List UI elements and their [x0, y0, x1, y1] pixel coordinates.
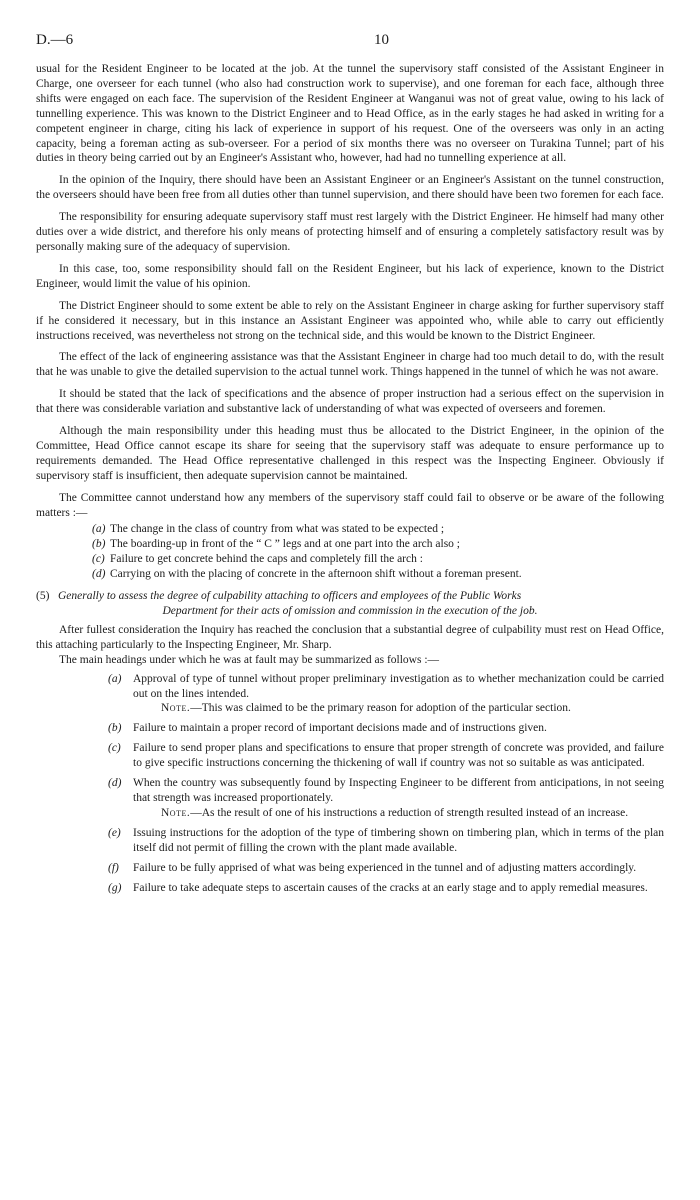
paragraph: In this case, too, some responsibility should fall on the Resident Engineer, but his lack of experience, known to the District Engineer, would limit the value of his opinion.: [36, 262, 664, 290]
list-item: [36, 741, 664, 771]
list-item-text: Failure to maintain a proper record of important decisions made and of instructions given.: [133, 722, 547, 735]
list-item: [36, 537, 664, 552]
paragraph: The Committee cannot understand how any members of the supervisory staff could fail to observe or be aware of the following matters :—: [36, 491, 664, 519]
paragraph: The main headings under which he was at fault may be summarized as follows :—: [59, 653, 440, 666]
list-item: [36, 552, 664, 567]
paragraph: It should be stated that the lack of specifications and the absence of proper instruction had a serious effect on the supervision in that there was considerable variation and substantive lack of understanding of what was expected of overseers and foremen.: [36, 388, 664, 416]
list-item: [36, 881, 664, 896]
list-item: [36, 861, 664, 876]
list-item-text: Failure to send proper plans and specifications to ensure that proper strength of concrete was provided, and failure to give specific instructions concerning the thickening of wall if country was not so suitable as was anticipated.: [133, 742, 664, 770]
section-number: (5): [36, 590, 50, 603]
paragraph: The responsibility for ensuring adequate supervisory staff must rest largely with the District Engineer. He himself had many other duties over a wide district, and therefore his only means of protecting himself and of ensuring a completely satisfactory result was by personally making sure of the adequacy of supervision.: [36, 211, 664, 253]
list-item-label: (a): [108, 672, 122, 685]
note-label: Note.: [161, 702, 191, 715]
faults-list: [36, 672, 664, 896]
list-item-label: (b): [92, 538, 106, 551]
paragraph-continued: usual for the Resident Engineer to be located at the job. At the tunnel the supervisory staff consisted of the Assistant Engineer in Charge, one overseer for each tunnel (who also had construction work to supervise), and one foreman for each face, although three shifts were engaged on each face. The supervision of the Resident Engineer at Wanganui was not of great value, owing to his lack of tunnelling experience. This was known to the District Engineer and to Head Office, as in the early stages he had asked in writing for a competent engineer in charge, citing his lack of experience in support of his request. One of the overseers was only in an acting capacity, being a foreman acting as sub-overseer. For a period of six months there was no overseer on Turakina Tunnel; part of his duties in theory being carried out by an Engineer's Assistant who, however, had had no tunnelling experience at all.: [36, 63, 664, 165]
list-item: [36, 672, 664, 717]
list-item-label: (a): [92, 523, 106, 536]
list-item-text: The boarding-up in front of the “ C ” legs and at one part into the arch also ;: [110, 538, 461, 551]
matters-list: [36, 522, 664, 582]
page-header: [36, 32, 664, 52]
list-item-text: Approval of type of tunnel without proper preliminary investigation as to whether mechanization could be carried out on the lines intended.: [133, 672, 664, 700]
list-item-label: (f): [108, 861, 119, 874]
note-text: —This was claimed to be the primary reason for adoption of the particular section.: [190, 702, 571, 715]
list-item-label: (e): [108, 826, 121, 839]
list-item-text: Failure to be fully apprised of what was being experienced in the tunnel and of adjusting matters accordingly.: [133, 861, 637, 874]
list-item: [36, 567, 664, 582]
paragraph: Although the main responsibility under this heading must thus be allocated to the District Engineer, in the opinion of the Committee, Head Office cannot escape its share for seeing that the supervisory staff was adequate to ensure performance up to requirements demanded. The Head Office representative challenged in this respect was the Inspecting Engineer. Obviously if supervisory staff is insufficient, then adequate supervision cannot be maintained.: [36, 425, 664, 482]
list-item-text: Failure to get concrete behind the caps and completely fill the arch :: [110, 553, 423, 566]
paragraph: The District Engineer should to some extent be able to rely on the Assistant Engineer in charge asking for further supervisory staff if he considered it necessary, but in this instance an Assistant Engineer was appointed who, while able to carry out efficiently instructions received, was nevertheless not strong on the technical side, and this would be known to the District Engineer.: [36, 299, 664, 342]
list-item: [36, 721, 664, 736]
note: [133, 806, 664, 821]
note-label: Note.: [161, 806, 191, 819]
list-item-label: (c): [108, 742, 121, 755]
list-item: [36, 826, 664, 856]
list-item-label: (g): [108, 881, 122, 894]
list-item-label: (d): [92, 568, 106, 581]
document-body: [36, 62, 664, 900]
section-heading: [36, 589, 664, 619]
list-item: [36, 776, 664, 821]
list-item-text: Carrying on with the placing of concrete in the afternoon shift without a foreman present.: [110, 568, 522, 581]
list-item-text: When the country was subsequently found by Inspecting Engineer to be different from anticipations, in not seeing that strength was increased proportionately.: [133, 777, 664, 804]
paragraph: After fullest consideration the Inquiry has reached the conclusion that a substantial degree of culpability must rest on Head Office, this attaching particularly to the Inspecting Engineer, Mr. Sharp.: [36, 623, 664, 651]
list-item: [36, 522, 664, 537]
list-item-text: Failure to take adequate steps to ascertain causes of the cracks at an early stage and to apply remedial measures.: [133, 881, 648, 894]
document-reference: D.—6: [36, 32, 74, 48]
note-text: —As the result of one of his instructions a reduction of strength resulted instead of an increase.: [190, 806, 629, 819]
section-title-line1: Generally to assess the degree of culpability attaching to officers and employees of the Public Works: [58, 590, 522, 603]
list-item-label: (d): [108, 777, 122, 790]
section-title-line2: Department for their acts of omission and commission in the execution of the job.: [162, 605, 538, 617]
list-item-label: (b): [108, 722, 122, 735]
note: [133, 701, 664, 716]
page-number: 10: [374, 32, 389, 48]
list-item-label: (c): [92, 553, 105, 566]
list-item-text: The change in the class of country from what was stated to be expected ;: [110, 523, 445, 536]
list-item-text: Issuing instructions for the adoption of the type of timbering shown on timbering plan, which in terms of the plan itself did not permit of filling the crown with the plant made available.: [133, 826, 664, 854]
paragraph: In the opinion of the Inquiry, there should have been an Assistant Engineer or an Engineer's Assistant on the tunnel construction, the overseers should have been free from all duties other than tunnel supervision, and there should have been two foremen for each face.: [36, 174, 664, 202]
paragraph: The effect of the lack of engineering assistance was that the Assistant Engineer in charge had too much detail to do, with the result that he was unable to give the detailed supervision to the actual tunnel work. Things happened in the tunnel of which he was not aware.: [36, 351, 664, 379]
